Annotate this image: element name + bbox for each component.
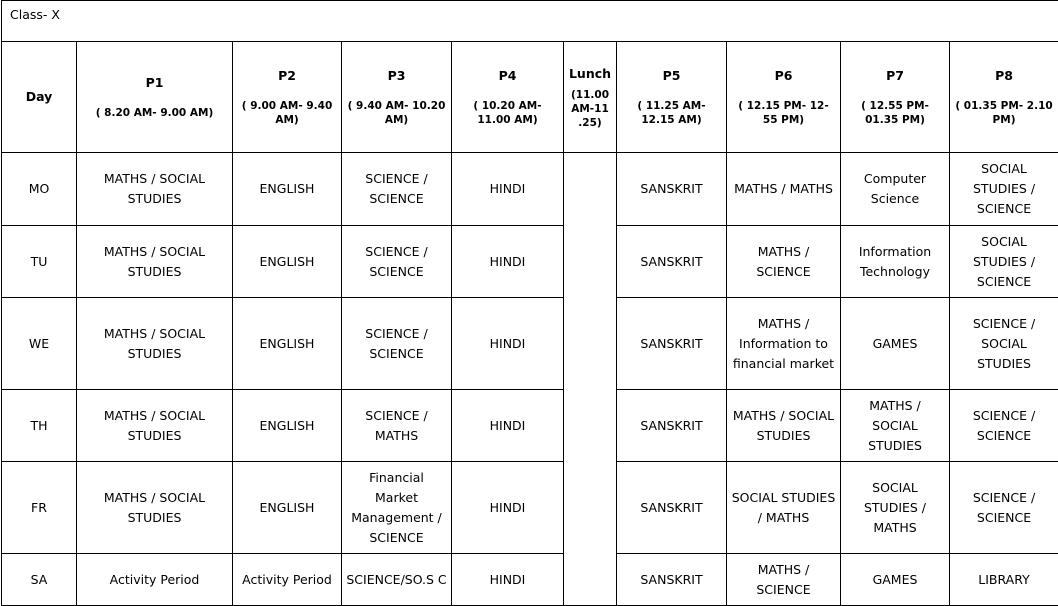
subject-cell: MATHS / SCIENCE <box>727 226 841 298</box>
subject-cell: HINDI <box>452 554 564 606</box>
subject-cell: SOCIAL STUDIES / SCIENCE <box>950 226 1058 298</box>
subject-cell: HINDI <box>452 298 564 390</box>
subject-cell: MATHS / Information to financial market <box>727 298 841 390</box>
subject-cell: SOCIAL STUDIES / SCIENCE <box>950 153 1058 226</box>
subject-cell: ENGLISH <box>233 226 342 298</box>
header-row <box>2 42 1058 153</box>
subject-cell: MATHS / SOCIAL STUDIES <box>77 390 233 462</box>
day-cell: TH <box>2 390 77 462</box>
subject-cell: SANSKRIT <box>617 298 727 390</box>
subject-cell: ENGLISH <box>233 390 342 462</box>
period-header-p1: P1 ( 8.20 AM- 9.00 AM) <box>77 42 233 153</box>
day-cell: SA <box>2 554 77 606</box>
subject-cell: SANSKRIT <box>617 153 727 226</box>
table-row <box>2 554 1058 606</box>
day-cell: TU <box>2 226 77 298</box>
subject-cell: HINDI <box>452 390 564 462</box>
subject-cell: MATHS / SOCIAL STUDIES <box>77 298 233 390</box>
day-cell: WE <box>2 298 77 390</box>
subject-cell: SOCIAL STUDIES / MATHS <box>841 462 950 554</box>
subject-cell: Activity Period <box>77 554 233 606</box>
subject-cell: SOCIAL STUDIES / MATHS <box>727 462 841 554</box>
subject-cell: MATHS / MATHS <box>727 153 841 226</box>
subject-cell: GAMES <box>841 554 950 606</box>
day-cell: MO <box>2 153 77 226</box>
subject-cell: SCIENCE / SCIENCE <box>342 153 452 226</box>
subject-cell: MATHS / SOCIAL STUDIES <box>841 390 950 462</box>
subject-cell: MATHS / SOCIAL STUDIES <box>77 462 233 554</box>
lunch-header: Lunch (11.00 AM-11 .25) <box>564 42 617 153</box>
subject-cell: SANSKRIT <box>617 462 727 554</box>
subject-cell: Activity Period <box>233 554 342 606</box>
subject-cell: Information Technology <box>841 226 950 298</box>
subject-cell: LIBRARY <box>950 554 1058 606</box>
table-row <box>2 298 1058 390</box>
lunch-break-column <box>564 153 617 606</box>
subject-cell: ENGLISH <box>233 298 342 390</box>
period-header-p3: P3 ( 9.40 AM- 10.20 AM) <box>342 42 452 153</box>
period-header-p8: P8 ( 01.35 PM- 2.10 PM) <box>950 42 1058 153</box>
subject-cell: SCIENCE / SCIENCE <box>342 226 452 298</box>
subject-cell: MATHS / SOCIAL STUDIES <box>77 153 233 226</box>
period-header-p6: P6 ( 12.15 PM- 12-55 PM) <box>727 42 841 153</box>
subject-cell: SANSKRIT <box>617 390 727 462</box>
subject-cell: MATHS / SCIENCE <box>727 554 841 606</box>
subject-cell: MATHS / SOCIAL STUDIES <box>727 390 841 462</box>
subject-cell: SCIENCE / SOCIAL STUDIES <box>950 298 1058 390</box>
day-header: Day <box>2 42 77 153</box>
table-row <box>2 390 1058 462</box>
subject-cell: SCIENCE/SO.S C <box>342 554 452 606</box>
period-header-p4: P4 ( 10.20 AM- 11.00 AM) <box>452 42 564 153</box>
subject-cell: GAMES <box>841 298 950 390</box>
subject-cell: MATHS / SOCIAL STUDIES <box>77 226 233 298</box>
day-cell: FR <box>2 462 77 554</box>
subject-cell: SANSKRIT <box>617 226 727 298</box>
table-row <box>2 462 1058 554</box>
period-header-p7: P7 ( 12.55 PM- 01.35 PM) <box>841 42 950 153</box>
subject-cell: HINDI <box>452 226 564 298</box>
table-row <box>2 226 1058 298</box>
period-header-p5: P5 ( 11.25 AM- 12.15 AM) <box>617 42 727 153</box>
timetable <box>1 0 1058 606</box>
subject-cell: SCIENCE / SCIENCE <box>950 462 1058 554</box>
subject-cell: HINDI <box>452 462 564 554</box>
period-header-p2: P2 ( 9.00 AM- 9.40 AM) <box>233 42 342 153</box>
subject-cell: SCIENCE / SCIENCE <box>342 298 452 390</box>
subject-cell: HINDI <box>452 153 564 226</box>
table-row <box>2 153 1058 226</box>
subject-cell: Computer Science <box>841 153 950 226</box>
subject-cell: SCIENCE / MATHS <box>342 390 452 462</box>
class-title: Class- X <box>2 1 1058 42</box>
subject-cell: ENGLISH <box>233 153 342 226</box>
subject-cell: ENGLISH <box>233 462 342 554</box>
subject-cell: Financial Market Management / SCIENCE <box>342 462 452 554</box>
subject-cell: SANSKRIT <box>617 554 727 606</box>
subject-cell: SCIENCE / SCIENCE <box>950 390 1058 462</box>
